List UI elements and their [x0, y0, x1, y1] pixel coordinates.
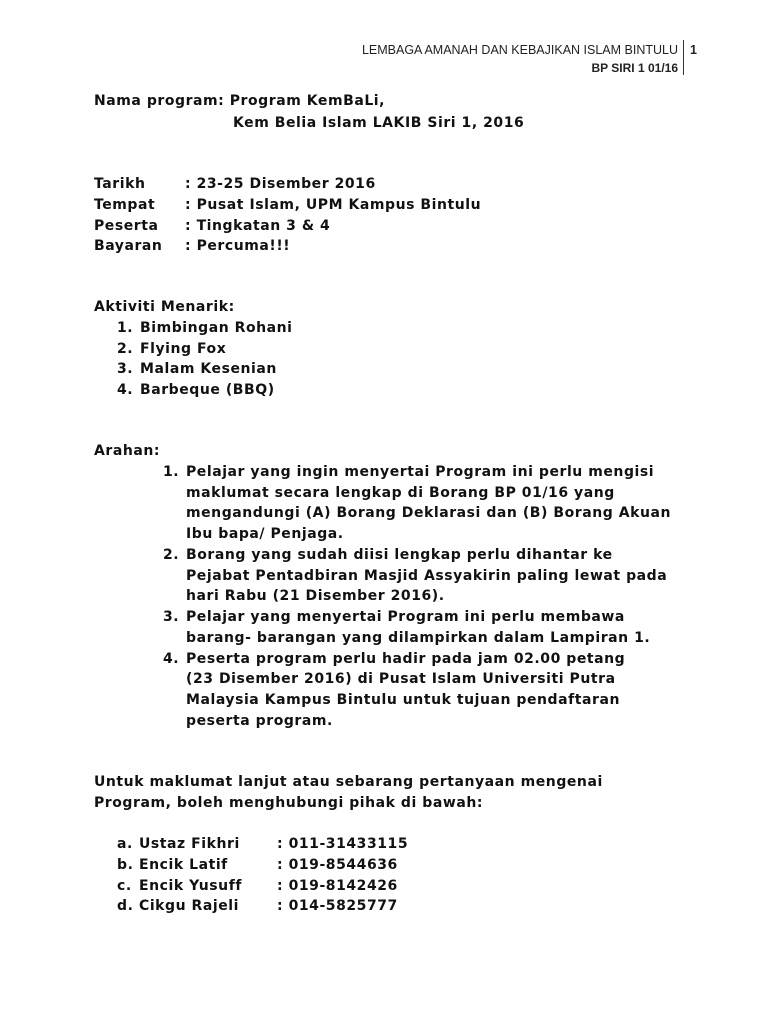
detail-label-venue: Tempat	[94, 197, 156, 213]
header-divider	[683, 40, 684, 75]
detail-label-date: Tarikh	[94, 176, 146, 192]
instruction-number: 3.	[163, 609, 180, 625]
instruction-line: maklumat secara lengkap di Borang BP 01/16 yang	[186, 485, 615, 501]
instruction-line: Pelajar yang ingin menyertai Program ini perlu mengisi	[186, 464, 655, 480]
contact-letter: b.	[117, 857, 134, 873]
instruction-number: 4.	[163, 651, 180, 667]
contact-intro-line: Untuk maklumat lanjut atau sebarang pertanyaan mengenai	[94, 774, 603, 790]
contact-name: Encik Latif	[139, 857, 228, 873]
contact-phone: : 019-8544636	[277, 857, 398, 873]
activities-heading: Aktiviti Menarik:	[94, 299, 235, 315]
instruction-line: hari Rabu (21 Disember 2016).	[186, 588, 445, 604]
instruction-line: barang- barangan yang dilampirkan dalam Lampiran 1.	[186, 630, 651, 646]
instruction-number: 2.	[163, 547, 180, 563]
instruction-line: mengandungi (A) Borang Deklarasi dan (B) Borang Akuan	[186, 505, 672, 521]
list-item-number: 1.	[117, 320, 134, 336]
instructions-heading: Arahan:	[94, 443, 161, 459]
contact-intro-line: Program, boleh menghubungi pihak di bawah:	[94, 795, 483, 811]
instruction-line: (23 Disember 2016) di Pusat Islam Universiti Putra	[186, 671, 616, 687]
instruction-line: Pejabat Pentadbiran Masjid Assyakirin paling lewat pada	[186, 568, 668, 584]
instruction-line: peserta program.	[186, 713, 333, 729]
contact-name: Ustaz Fikhri	[139, 836, 240, 852]
instruction-line: Ibu bapa/ Penjaga.	[186, 526, 344, 542]
list-item: Malam Kesenian	[140, 361, 277, 377]
instruction-line: Peserta program perlu hadir pada jam 02.00 petang	[186, 651, 626, 667]
contact-letter: d.	[117, 898, 134, 914]
contact-phone: : 019-8142426	[277, 878, 398, 894]
contact-phone: : 011-31433115	[277, 836, 409, 852]
contact-name: Cikgu Rajeli	[139, 898, 239, 914]
header-series-code: BP SIRI 1 01/16	[591, 61, 678, 75]
detail-value-date: : 23-25 Disember 2016	[185, 176, 376, 192]
detail-value-fee: : Percuma!!!	[185, 238, 291, 254]
contact-letter: a.	[117, 836, 133, 852]
list-item-number: 4.	[117, 382, 134, 398]
instruction-line: Malaysia Kampus Bintulu untuk tujuan pendaftaran	[186, 692, 620, 708]
list-item-number: 3.	[117, 361, 134, 377]
detail-label-participants: Peserta	[94, 218, 159, 234]
contact-name: Encik Yusuff	[139, 878, 242, 894]
contact-letter: c.	[117, 878, 132, 894]
detail-value-venue: : Pusat Islam, UPM Kampus Bintulu	[185, 197, 482, 213]
detail-label-fee: Bayaran	[94, 238, 163, 254]
instruction-number: 1.	[163, 464, 180, 480]
instruction-line: Pelajar yang menyertai Program ini perlu membawa	[186, 609, 625, 625]
list-item-number: 2.	[117, 341, 134, 357]
detail-value-participants: : Tingkatan 3 & 4	[185, 218, 331, 234]
list-item: Bimbingan Rohani	[140, 320, 293, 336]
instruction-line: Borang yang sudah diisi lengkap perlu dihantar ke	[186, 547, 613, 563]
program-name: Nama program: Program KemBaLi,	[94, 93, 386, 109]
header-organization: LEMBAGA AMANAH DAN KEBAJIKAN ISLAM BINTULU	[361, 43, 678, 57]
list-item: Barbeque (BBQ)	[140, 382, 275, 398]
program-subtitle: Kem Belia Islam LAKIB Siri 1, 2016	[233, 115, 525, 131]
list-item: Flying Fox	[140, 341, 227, 357]
page-number: 1	[690, 43, 697, 57]
contact-phone: : 014-5825777	[277, 898, 398, 914]
